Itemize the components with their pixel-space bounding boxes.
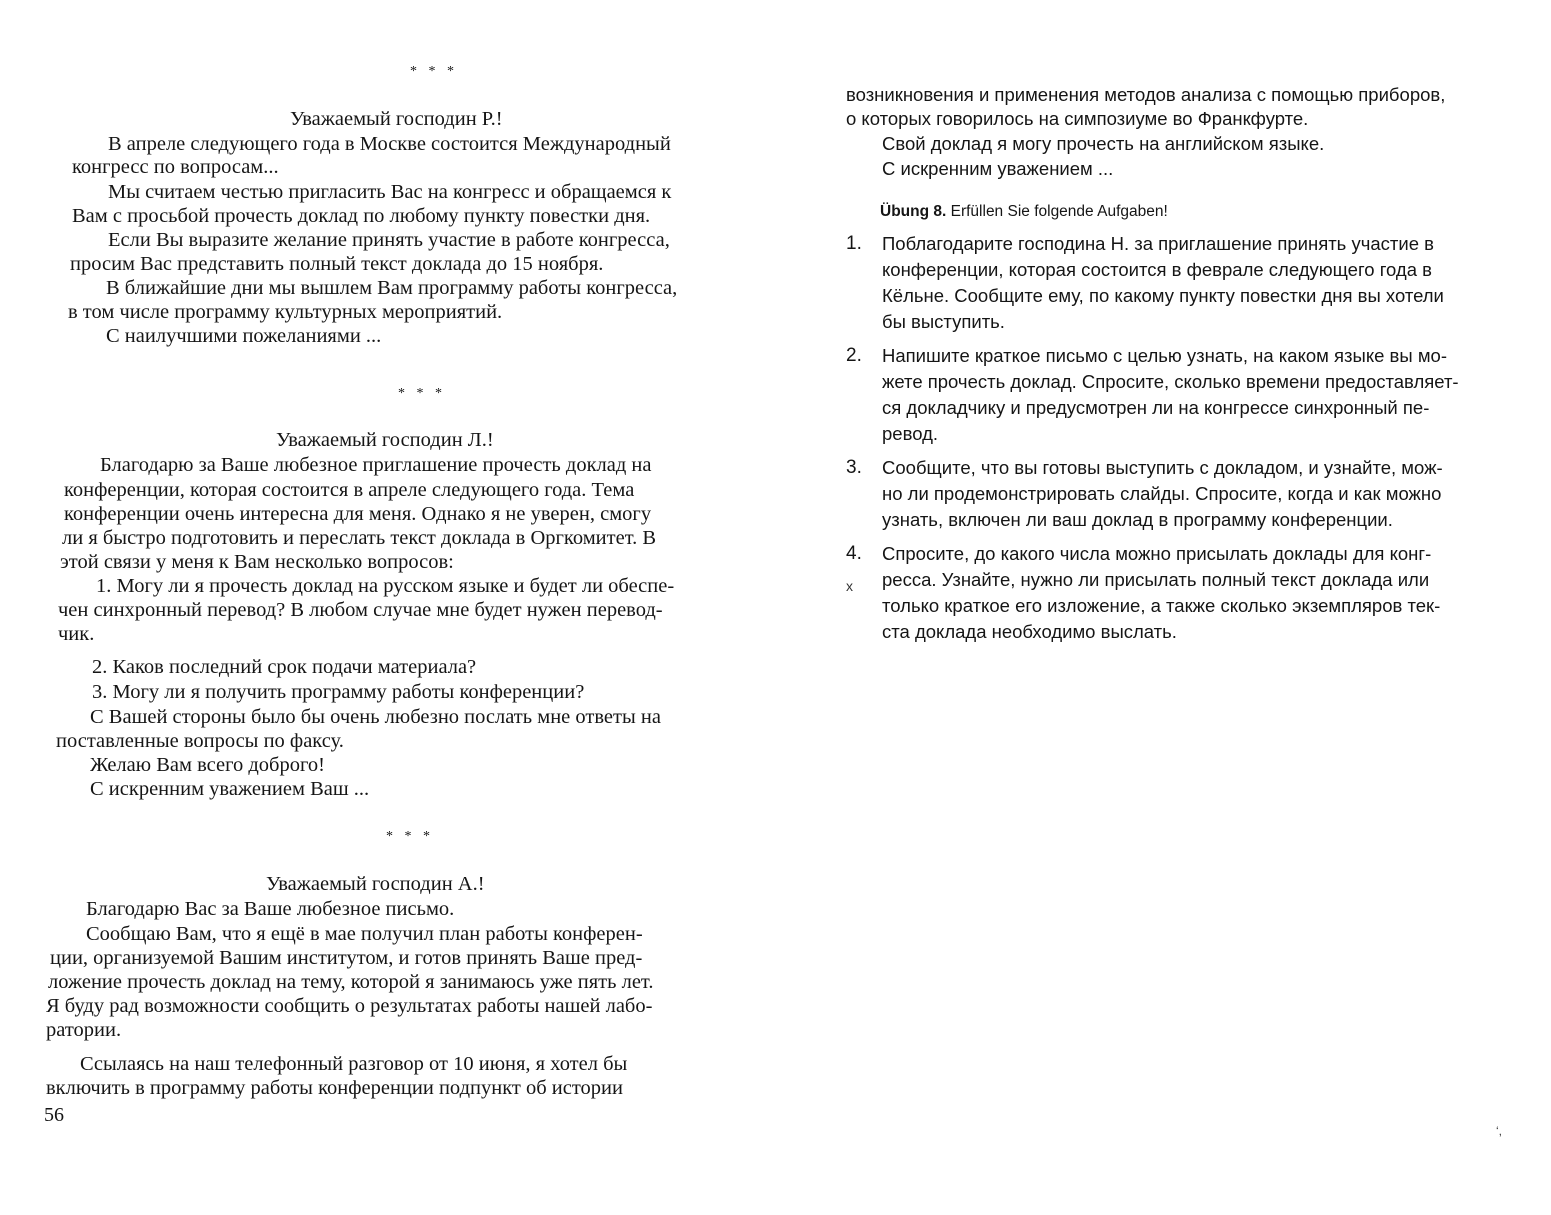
letter-line: конгресс по вопросам... — [72, 156, 279, 178]
letter-line: просим Вас представить полный текст доклада до 15 ноября. — [70, 253, 604, 275]
item-line: ся докладчику и предусмотрен ли на конгрессе синхронный пе- — [882, 397, 1430, 418]
continuation-line: о которых говорилось на симпозиуме во Франкфурте. — [846, 108, 1309, 129]
continuation-line: возникновения и применения методов анализа с помощью приборов, — [846, 84, 1446, 105]
letter-line: ции, организуемой Вашим институтом, и готов принять Ваше пред- — [50, 947, 643, 969]
item-line: Кёльне. Сообщите ему, по какому пункту повестки дня вы хотели — [882, 285, 1444, 306]
item-text — [882, 231, 1512, 335]
letter-line: 2. Каков последний срок подачи материала? — [92, 656, 477, 678]
item-line: Поблагодарите господина Н. за приглашение принять участие в — [882, 233, 1434, 254]
item-line: Сообщите, что вы готовы выступить с докладом, и узнайте, мож- — [882, 457, 1443, 478]
item-text — [882, 455, 1512, 533]
letter-line: включить в программу работы конференции подпункт об истории — [46, 1077, 623, 1099]
letter-line: чен синхронный перевод? В любом случае мне будет нужен перевод- — [58, 599, 663, 621]
item-line: только краткое его изложение, а также сколько экземпляров тек- — [882, 595, 1441, 616]
separator-stars: * * * — [386, 829, 434, 844]
item-line: узнать, включен ли ваш доклад в программу конференции. — [882, 509, 1393, 530]
letter-line: В апреле следующего года в Москве состоится Международный — [108, 133, 671, 155]
letter-salutation: Уважаемый господин Л.! — [276, 429, 494, 451]
letter-line: С искренним уважением Ваш ... — [90, 778, 370, 800]
letter-line: поставленные вопросы по факсу. — [56, 730, 344, 752]
letter-line: Благодарю Вас за Ваше любезное письмо. — [86, 898, 455, 920]
letter-line: чик. — [58, 623, 95, 645]
letter-line: Если Вы выразите желание принять участие в работе конгресса, — [108, 229, 670, 251]
letter-line: конференции очень интересна для меня. Однако я не уверен, смогу — [64, 503, 652, 525]
item-line: Напишите краткое письмо с целью узнать, на каком языке вы мо- — [882, 345, 1447, 366]
item-line: ресса. Узнайте, нужно ли присылать полный текст доклада или — [882, 569, 1430, 590]
item-number: 3. — [846, 457, 862, 478]
letter-line: Я буду рад возможности сообщить о результатах работы нашей лабо- — [46, 995, 653, 1017]
item-number: 4. — [846, 543, 862, 564]
item-text — [882, 541, 1512, 645]
exercise-instruction: Erfüllen Sie folgende Aufgaben! — [950, 203, 1168, 220]
separator-stars: * * * — [398, 386, 446, 401]
item-line: Спросите, до какого числа можно присылать доклады для конг- — [882, 543, 1432, 564]
letter-line: С Вашей стороны было бы очень любезно послать мне ответы на — [90, 706, 661, 728]
letter-salutation: Уважаемый господин Р.! — [290, 108, 503, 130]
letter-line: В ближайшие дни мы вышлем Вам программу работы конгресса, — [106, 277, 678, 299]
letter-line: Желаю Вам всего доброго! — [90, 754, 325, 776]
letter-line: ратории. — [46, 1019, 122, 1041]
exercise-heading — [880, 203, 1168, 221]
letter-line: Сообщаю Вам, что я ещё в мае получил план работы конферен- — [86, 923, 643, 945]
separator-stars: * * * — [410, 64, 458, 79]
letter-line: Ссылаясь на наш телефонный разговор от 10 июня, я хотел бы — [80, 1053, 628, 1075]
letter-line: в том числе программу культурных мероприятий. — [68, 301, 503, 323]
item-line: жете прочесть доклад. Спросите, сколько времени предоставляет- — [882, 371, 1459, 392]
continuation-line: Свой доклад я могу прочесть на английском языке. — [882, 133, 1325, 154]
item-line: но ли продемонстрировать слайды. Спросите, когда и как можно — [882, 483, 1442, 504]
continuation-line: С искренним уважением ... — [882, 158, 1114, 179]
letter-line: С наилучшими пожеланиями ... — [106, 325, 382, 347]
letter-line: Благодарю за Ваше любезное приглашение прочесть доклад на — [100, 454, 652, 476]
margin-mark: x — [846, 578, 853, 594]
item-text — [882, 343, 1512, 447]
letter-line: Вам с просьбой прочесть доклад по любому пункту повестки дня. — [72, 205, 651, 227]
item-line: конференции, которая состоится в феврале следующего года в — [882, 259, 1432, 280]
exercise-label: Übung 8. — [880, 203, 947, 220]
item-line: ревод. — [882, 423, 939, 444]
letter-line: ложение прочесть доклад на тему, которой я занимаюсь уже пять лет. — [48, 971, 654, 993]
item-line: ста доклада необходимо выслать. — [882, 621, 1177, 642]
letter-line: 3. Могу ли я получить программу работы конференции? — [92, 681, 585, 703]
letter-line: Мы считаем честью пригласить Вас на конгресс и обращаемся к — [108, 181, 672, 203]
item-line: бы выступить. — [882, 311, 1005, 332]
letter-line: ли я быстро подготовить и переслать текст доклада в Оргкомитет. В — [62, 527, 657, 549]
letter-line: конференции, которая состоится в апреле следующего года. Тема — [64, 479, 635, 501]
letter-line: этой связи у меня к Вам несколько вопросов: — [60, 551, 454, 573]
letter-line: 1. Могу ли я прочесть доклад на русском языке и будет ли обеспе- — [96, 575, 675, 597]
corner-mark: ‘, — [1496, 1124, 1502, 1138]
item-number: 1. — [846, 233, 862, 254]
page-number: 56 — [44, 1104, 64, 1126]
letter-salutation: Уважаемый господин А.! — [266, 873, 485, 895]
item-number: 2. — [846, 345, 862, 366]
